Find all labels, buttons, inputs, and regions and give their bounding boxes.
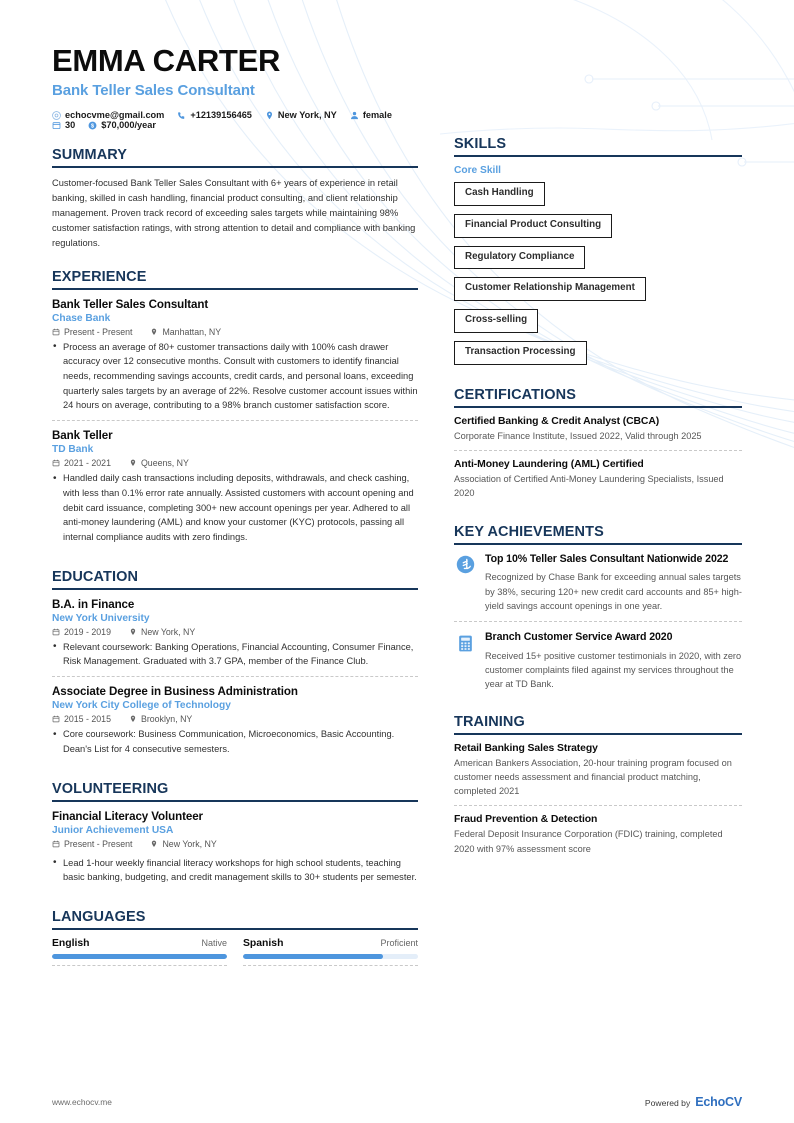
calendar-small-icon: [52, 328, 60, 336]
person-icon: [350, 111, 359, 120]
certification-item: [454, 416, 742, 450]
contact-bar: [52, 110, 418, 130]
entry-organization: Junior Achievement USA: [52, 824, 174, 836]
section-experience: [52, 269, 418, 552]
experience-rule: [52, 288, 418, 290]
skill-chip[interactable]: Financial Product Consulting: [454, 214, 612, 238]
skill-chip[interactable]: Cash Handling: [454, 182, 545, 206]
bullet-item: • Lead 1-hour weekly financial literacy workshops for high school students, teaching basic banking, budgeting, and credit management skills to 30+ students per semester.: [52, 856, 418, 885]
languages-rule: [52, 928, 418, 930]
training-rule: [454, 733, 742, 735]
section-training: [454, 714, 742, 863]
volunteering-heading: VOLUNTEERING: [52, 780, 169, 797]
contact-phone-value: +12139156465: [190, 110, 252, 121]
email-icon: [52, 111, 61, 120]
section-volunteering: [52, 781, 418, 893]
entry-title: Bank Teller: [52, 429, 113, 443]
entry-title: Financial Literacy Volunteer: [52, 809, 203, 823]
entry-dates-value: 2019 - 2019: [64, 626, 111, 637]
training-item: [454, 743, 742, 806]
entry-meta: [52, 839, 418, 849]
achievement-item: [454, 621, 742, 699]
summary-text: Customer-focused Bank Teller Sales Consultant with 6+ years of experience in retail banking, skilled in cash handling, financial product consulting, and client relationship management. Proven track record of exceeding sales targets while maintaining 98% customer satisfaction ratings, with strong attention to detail and compliance with banking regulations.: [52, 178, 416, 249]
certification-title: Anti-Money Laundering (AML) Certified: [454, 459, 644, 471]
resume-header: [52, 44, 418, 130]
skill-chip[interactable]: Customer Relationship Management: [454, 277, 646, 301]
bullet-item: • Relevant coursework: Banking Operations, Financial Accounting, Consumer Finance, Risk Management. Graduated with 3.7 GPA, member of the Finance Club.: [52, 640, 418, 669]
experience-entry: [52, 298, 418, 420]
contact-salary-value: $70,000/year: [101, 120, 156, 131]
entry-location-value: Queens, NY: [140, 458, 189, 469]
education-rule: [52, 588, 418, 590]
entry-title: Bank Teller Sales Consultant: [52, 297, 209, 311]
location-pin-small-icon: [129, 459, 137, 467]
contact-gender: [350, 110, 392, 120]
entry-meta: [52, 327, 418, 337]
entry-location-value: New York, NY: [140, 626, 196, 637]
entry-meta: [52, 627, 418, 637]
footer-branding: [645, 1095, 742, 1109]
contact-location-value: New York, NY: [277, 110, 337, 121]
language-progress-bar: [52, 954, 227, 959]
bullet-item: • Process an average of 80+ customer transactions daily with 100% cash drawer accuracy over 12 consecutive months. Consult with customers to identify financial needs, recommending savings accounts, credit cards, and personal loans, exceeding quarterly sales targets by an average of 22%. Resolve customer account issues within 24 hours on average, contributing to a 98% branch customer satisfaction score.: [52, 340, 418, 413]
language-name: English: [52, 938, 90, 950]
achievement-body: [485, 631, 742, 691]
entry-location-value: Brooklyn, NY: [140, 714, 193, 725]
training-description: Federal Deposit Insurance Corporation (FDIC) training, completed 2020 with 97% assessment score: [454, 829, 723, 854]
achievement-title: Branch Customer Service Award 2020: [485, 631, 673, 644]
entry-location: [150, 839, 216, 849]
languages-heading: LANGUAGES: [52, 909, 146, 926]
training-title: Fraud Prevention & Detection: [454, 814, 598, 826]
language-level: Native: [201, 938, 227, 949]
calendar-icon: [52, 121, 61, 130]
entry-bullets: [52, 640, 418, 669]
entry-dates: [52, 458, 111, 468]
location-pin-small-icon: [150, 840, 158, 848]
calculator-icon: [454, 632, 476, 654]
calendar-small-icon: [52, 459, 60, 467]
certification-description: Corporate Finance Institute, Issued 2022, Valid through 2025: [454, 430, 702, 441]
entry-title: B.A. in Finance: [52, 597, 135, 611]
certification-description: Association of Certified Anti-Money Laundering Specialists, Issued 2020: [454, 474, 724, 499]
section-education: [52, 569, 418, 764]
footer-brand-name[interactable]: EchoCV: [695, 1095, 742, 1109]
language-item: [52, 938, 227, 966]
skill-chip[interactable]: Regulatory Compliance: [454, 246, 585, 270]
training-heading: TRAINING: [454, 713, 525, 730]
certification-item: [454, 450, 742, 508]
calendar-small-icon: [52, 628, 60, 636]
footer-powered-label: Powered by: [644, 1098, 691, 1108]
entry-dates-value: Present - Present: [64, 838, 133, 849]
section-key-achievements: [454, 524, 742, 700]
entry-organization: New York City College of Technology: [52, 700, 231, 712]
education-heading: EDUCATION: [52, 568, 139, 585]
entry-location: [150, 327, 221, 337]
achievement-description: Recognized by Chase Bank for exceeding annual sales targets by 38%, securing 120+ new credit card accounts and 85+ high-yield savings account openings in one year.: [485, 572, 742, 611]
language-divider: [52, 965, 227, 966]
entry-location: [129, 458, 189, 468]
calendar-small-icon: [52, 715, 60, 723]
contact-age-value: 30: [65, 120, 76, 131]
entry-bullets: [52, 727, 418, 756]
language-level: Proficient: [380, 938, 418, 949]
language-progress-bar: [243, 954, 418, 959]
entry-dates-value: 2021 - 2021: [64, 458, 111, 469]
language-header: [243, 938, 418, 949]
certifications-rule: [454, 406, 742, 408]
lira-coin-icon: [454, 554, 476, 576]
language-progress-fill: [52, 954, 227, 959]
skill-chip[interactable]: Cross-selling: [454, 309, 538, 333]
experience-heading: EXPERIENCE: [52, 268, 147, 285]
training-title: Retail Banking Sales Strategy: [454, 742, 598, 754]
left-column: [52, 44, 444, 966]
education-entry: [52, 598, 418, 676]
contact-location: [265, 110, 337, 120]
section-skills: [454, 136, 742, 365]
contact-gender-value: female: [362, 110, 392, 121]
entry-bullets: [52, 856, 418, 885]
experience-entry: [52, 420, 418, 551]
entry-dates: [52, 839, 132, 849]
volunteering-rule: [52, 800, 418, 802]
language-name: Spanish: [243, 938, 284, 950]
phone-icon: [177, 111, 186, 120]
language-progress-fill: [243, 954, 383, 959]
skills-heading: SKILLS: [454, 136, 507, 152]
entry-location: [129, 627, 195, 637]
bullet-item: • Handled daily cash transactions including deposits, withdrawals, and check cashing, with less than 0.1% error rate annually. Assisted customers with account opening and debit card issuance, completing 300+ new account openings per year. Adhered to all anti-money laundering (AML) and know your customer (KYC) protocols, passing all internal compliance audits with zero findings.: [52, 471, 418, 544]
entry-meta: [52, 714, 418, 724]
language-divider: [243, 965, 418, 966]
summary-rule: [52, 166, 418, 168]
candidate-job-title: Bank Teller Sales Consultant: [52, 82, 255, 100]
entry-location-value: New York, NY: [162, 838, 217, 849]
svg-text:$: $: [91, 123, 95, 130]
entry-dates: [52, 327, 132, 337]
entry-meta: [52, 458, 418, 468]
contact-email[interactable]: [52, 110, 164, 120]
contact-age: [52, 120, 75, 130]
languages-list: [52, 938, 418, 966]
education-entry: [52, 676, 418, 763]
achievement-body: [485, 553, 742, 613]
certification-title: Certified Banking & Credit Analyst (CBCA): [454, 415, 660, 427]
skills-rule: [454, 155, 742, 157]
training-item: [454, 805, 742, 863]
entry-title: Associate Degree in Business Administration: [52, 685, 298, 699]
entry-dates-value: 2015 - 2015: [64, 714, 111, 725]
achievement-title: Top 10% Teller Sales Consultant Nationwide 2022: [485, 552, 729, 565]
entry-organization: Chase Bank: [52, 312, 111, 324]
dollar-coin-icon: [88, 121, 97, 130]
location-pin-icon: [265, 111, 274, 120]
right-column: [444, 44, 742, 966]
location-pin-small-icon: [150, 328, 158, 336]
section-languages: [52, 909, 418, 966]
section-certifications: [454, 387, 742, 508]
contact-phone[interactable]: [177, 110, 252, 120]
page-footer: [0, 1095, 794, 1109]
entry-bullets: [52, 471, 418, 544]
location-pin-small-icon: [129, 715, 137, 723]
achievements-heading: KEY ACHIEVEMENTS: [454, 523, 604, 540]
contact-salary: [88, 120, 156, 130]
language-header: [52, 938, 227, 949]
bullet-item: • Core coursework: Business Communication, Microeconomics, Basic Accounting. Dean's List for 4 consecutive semesters.: [52, 727, 418, 756]
entry-organization: New York University: [52, 612, 150, 624]
entry-dates: [52, 627, 111, 637]
calendar-small-icon: [52, 840, 60, 848]
contact-email-value: echocvme@gmail.com: [65, 110, 165, 121]
entry-location: [129, 714, 192, 724]
entry-bullets: [52, 340, 418, 413]
entry-organization: TD Bank: [52, 444, 94, 456]
entry-dates: [52, 714, 111, 724]
training-description: American Bankers Association, 20-hour training program focused on customer needs assessment and financial product matching, completed 2021: [454, 757, 732, 797]
achievement-description: Received 15+ positive customer testimonials in 2020, with zero customer complaints filed against my services throughout the year at TD Bank.: [485, 650, 742, 690]
entry-dates-value: Present - Present: [64, 326, 133, 337]
achievements-rule: [454, 543, 742, 545]
skills-list: [454, 182, 742, 365]
summary-heading: SUMMARY: [52, 147, 128, 164]
volunteering-entry: [52, 810, 418, 892]
entry-location-value: Manhattan, NY: [162, 326, 222, 337]
location-pin-small-icon: [129, 628, 137, 636]
language-item: [243, 938, 418, 966]
skill-chip[interactable]: Transaction Processing: [454, 341, 587, 365]
skills-group-label: Core Skill: [454, 165, 501, 177]
section-summary: [52, 147, 418, 251]
achievement-item: [454, 553, 742, 621]
candidate-name: EMMA CARTER: [52, 43, 281, 78]
footer-url[interactable]: www.echocv.me: [52, 1097, 112, 1107]
certifications-heading: CERTIFICATIONS: [454, 386, 576, 403]
